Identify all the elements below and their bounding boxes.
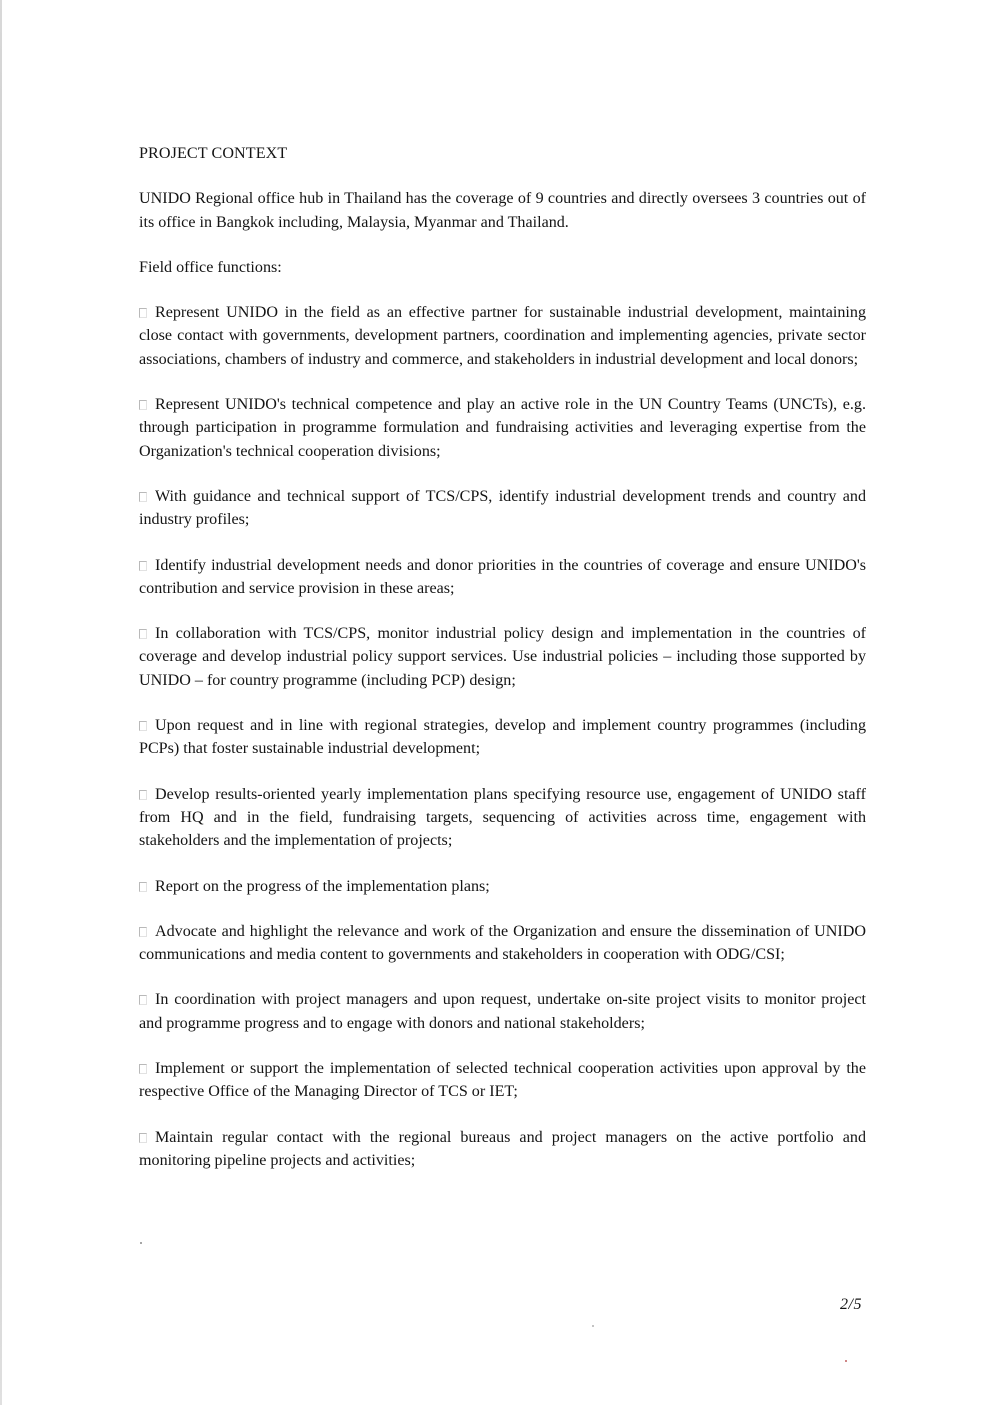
checkbox-bullet-icon xyxy=(139,995,147,1005)
checkbox-bullet-icon xyxy=(139,721,147,731)
checkbox-bullet-icon xyxy=(139,492,147,502)
list-item-text: Upon request and in line with regional strategies, develop and implement country programmes (including PCPs) that foster sustainable industrial development; xyxy=(139,717,866,758)
list-item xyxy=(139,393,866,463)
list-item xyxy=(139,920,866,967)
list-item xyxy=(139,1126,866,1173)
scan-edge xyxy=(0,0,2,1405)
checkbox-bullet-icon xyxy=(139,790,147,800)
list-item-text: Maintain regular contact with the regional bureaus and project managers on the active portfolio and monitoring pipeline projects and activities; xyxy=(139,1128,866,1169)
checkbox-bullet-icon xyxy=(139,1064,147,1074)
list-item xyxy=(139,301,866,371)
checkbox-bullet-icon xyxy=(139,927,147,937)
scan-speck xyxy=(845,1360,847,1362)
checkbox-bullet-icon xyxy=(139,561,147,571)
page-number: 2/5 xyxy=(840,1296,862,1313)
functions-list xyxy=(139,301,866,1172)
functions-label: Field office functions: xyxy=(139,258,282,276)
list-item-text: Advocate and highlight the relevance and work of the Organization and ensure the dissemination of UNIDO communications and media content to governments and stakeholders in cooperation with ODG/CSI; xyxy=(139,922,866,964)
checkbox-bullet-icon xyxy=(139,629,147,639)
list-item xyxy=(139,1057,866,1104)
checkbox-bullet-icon xyxy=(139,1133,147,1143)
list-item-text: In coordination with project managers and upon request, undertake on-site project visits to monitor project and programme progress and to engage with donors and national stakeholders; xyxy=(139,991,866,1032)
list-item xyxy=(139,622,866,692)
list-item-text: Represent UNIDO in the field as an effective partner for sustainable industrial development, maintaining close contact with governments, development partners, coordination and implementing agencies, private sector associations, chambers of industry and commerce, and stakeholders in industrial development and local donors; xyxy=(139,304,866,368)
checkbox-bullet-icon xyxy=(139,882,147,892)
list-item-text: Report on the progress of the implementation plans; xyxy=(155,877,490,895)
scan-speck xyxy=(140,1242,142,1244)
list-item xyxy=(139,783,866,853)
list-item xyxy=(139,714,866,761)
intro-paragraph: UNIDO Regional office hub in Thailand has the coverage of 9 countries and directly oversees 3 countries out of its office in Bangkok including, Malaysia, Myanmar and Thailand. xyxy=(139,190,866,231)
list-item xyxy=(139,875,866,898)
list-item-text: Implement or support the implementation of selected technical cooperation activities upon approval by the respective Office of the Managing Director of TCS or IET; xyxy=(139,1060,866,1101)
list-item xyxy=(139,988,866,1035)
section-heading: PROJECT CONTEXT xyxy=(139,145,288,162)
list-item-text: Represent UNIDO's technical competence and play an active role in the UN Country Teams (UNCTs), e.g. through participation in programme formulation and fundraising activities and leveraging expertise from the Organization's technical cooperation divisions; xyxy=(139,396,866,460)
list-item-text: Identify industrial development needs and donor priorities in the countries of coverage and ensure UNIDO's contribution and service provision in these areas; xyxy=(139,556,866,597)
list-item xyxy=(139,485,866,532)
scan-speck xyxy=(592,1325,594,1327)
document-body xyxy=(139,142,866,1194)
checkbox-bullet-icon xyxy=(139,400,147,410)
list-item xyxy=(139,554,866,601)
list-item-text: Develop results-oriented yearly implementation plans specifying resource use, engagement of UNIDO staff from HQ and in the field, fundraising targets, sequencing of activities across time, engagement with stakeholders and the implementation of projects; xyxy=(139,785,866,850)
list-item-text: With guidance and technical support of TCS/CPS, identify industrial development trends and country and industry profiles; xyxy=(139,487,866,529)
list-item-text: In collaboration with TCS/CPS, monitor industrial policy design and implementation in the countries of coverage and develop industrial policy support services. Use industrial policies – including those supported by UNIDO – for country programme (including PCP) design; xyxy=(139,625,866,689)
checkbox-bullet-icon xyxy=(139,308,147,318)
